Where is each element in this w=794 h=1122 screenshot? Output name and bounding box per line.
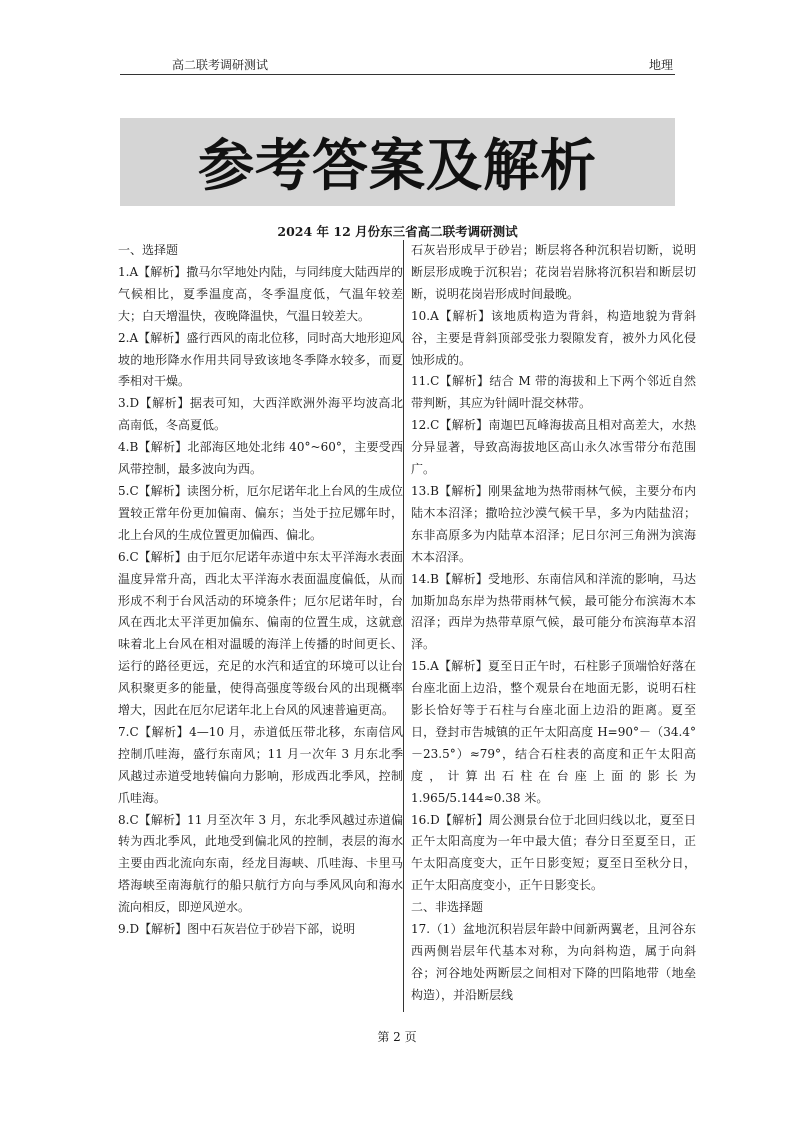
answer-2: 2.A【解析】盛行西风的南北位移，同时高大地形迎风坡的地形降水作用共同导致该地冬季降水较多，而夏季相对干燥。 [118,330,403,389]
answer-5: 5.C【解析】读图分析，厄尔尼诺年北上台风的生成位置较正常年份更加偏南、偏东；当处于拉尼娜年时，北上台风的生成位置更加偏西、偏北。 [118,483,403,542]
answer-4: 4.B【解析】北部海区地处北纬 40°~60°，主要受西风带控制，最多波向为西。 [118,440,403,477]
right-column [411,240,696,1007]
left-column [118,240,403,941]
answer-11: 11.C【解析】结合 M 带的海拔和上下两个邻近自然带判断，其应为针阔叶混交林带。 [411,374,696,411]
exam-subtitle: 2024 年 12 月份东三省高二联考调研测试 [277,224,518,239]
page-number: 第 2 页 [377,1030,417,1044]
header-subject: 地理 [648,58,673,72]
answer-14: 14.B【解析】受地形、东南信风和洋流的影响，马达加斯加岛东岸为热带雨林气候，最可能分布滨海木本沼泽；西岸为热带草原气候，最可能分布滨海草本沼泽。 [411,571,696,652]
answer-9-continued: 石灰岩形成早于砂岩；断层将各种沉积岩切断，说明断层形成晚于沉积岩；花岗岩岩脉将沉积岩和断层切断，说明花岗岩形成时间最晚。 [411,243,696,301]
page-title: 参考答案及解析 [198,134,597,199]
answer-17: 17.（1）盆地沉积岩层年龄中间新两翼老，且河谷东西两侧岩层年代基本对称，为向斜构造，属于向斜谷；河谷地处两断层之间相对下降的凹陷地带（地垒构造），并沿断层线 [411,922,696,1002]
answer-16: 16.D【解析】周公测景台位于北回归线以北，夏至日正午太阳高度为一年中最大值；春分日至夏至日，正午太阳高度变大，正午日影变短；夏至日至秋分日，正午太阳高度变小，正午日影变长。 [411,812,696,893]
answer-13: 13.B【解析】刚果盆地为热带雨林气候，主要分布内陆木本沼泽；撒哈拉沙漠气候干旱，多为内陆盐沼；东非高原多为内陆草本沼泽；尼日尔河三角洲为滨海木本沼泽。 [411,483,696,564]
column-divider [403,240,404,1012]
answer-10: 10.A【解析】该地质构造为背斜，构造地貌为背斜谷，主要是背斜顶部受张力裂隙发育，被外力风化侵蚀形成的。 [411,308,696,367]
answer-3: 3.D【解析】据表可知，大西洋欧洲外海平均波高北高南低，冬高夏低。 [118,396,403,433]
answer-9: 9.D【解析】图中石灰岩位于砂岩下部，说明 [118,922,356,937]
answer-15: 15.A【解析】夏至日正午时，石柱影子顶端恰好落在台座北面上边沿，整个观景台在地面无影，说明石柱影长恰好等于石柱与台座北面上边沿的距离。夏至日，登封市告城镇的正午太阳高度 H=90°－（34.4°－23.5°）≈79°，结合石柱表的高度和正午太阳高度，计算出石柱在台座上面的影长为 1.965/5.144≈0.38 米。 [411,659,696,805]
page-header [120,52,675,75]
title-banner [120,118,675,206]
answer-12: 12.C【解析】南迦巴瓦峰海拔高且相对高差大，水热分异显著，导致高海拔地区高山永久冰雪带分布范围广。 [411,418,696,477]
answer-7: 7.C【解析】4—10 月，赤道低压带北移，东南信风控制爪哇海，盛行东南风；11 月一次年 3 月东北季风越过赤道受地转偏向力影响，形成西北季风，控制爪哇海。 [118,724,403,805]
section-heading: 一、选择题 [118,243,179,257]
section-heading: 二、非选择题 [411,900,484,915]
answer-6: 6.C【解析】由于厄尔尼诺年赤道中东太平洋海水表面温度异常升高，西北太平洋海水表面温度偏低，从而形成不利于台风活动的环境条件；厄尔尼诺年时，台风在西北太平洋更加偏东、偏南的位置生成，这就意味着北上台风在相对温暖的海洋上传播的时间更长、运行的路径更远，充足的水汽和适宜的环境可以让台风积聚更多的能量，使得高强度等级台风的出现概率增大，因此在厄尔尼诺年北上台风的风速普遍更高。 [118,549,403,718]
answer-8: 8.C【解析】11 月至次年 3 月，东北季风越过赤道偏转为西北季风，此地受到偏北风的控制，表层的海水主要由西北流向东南，经龙目海峡、爪哇海、卡里马塔海峡至南海航行的船只航行方向与季风风向和海水流向相反，即逆风逆水。 [118,812,403,915]
header-exam-name: 高二联考调研测试 [172,58,269,72]
answer-1: 1.A【解析】撒马尔罕地处内陆，与同纬度大陆西岸的气候相比，夏季温度高，冬季温度低，气温年较差大；白天增温快，夜晚降温快，气温日较差大。 [118,264,403,323]
